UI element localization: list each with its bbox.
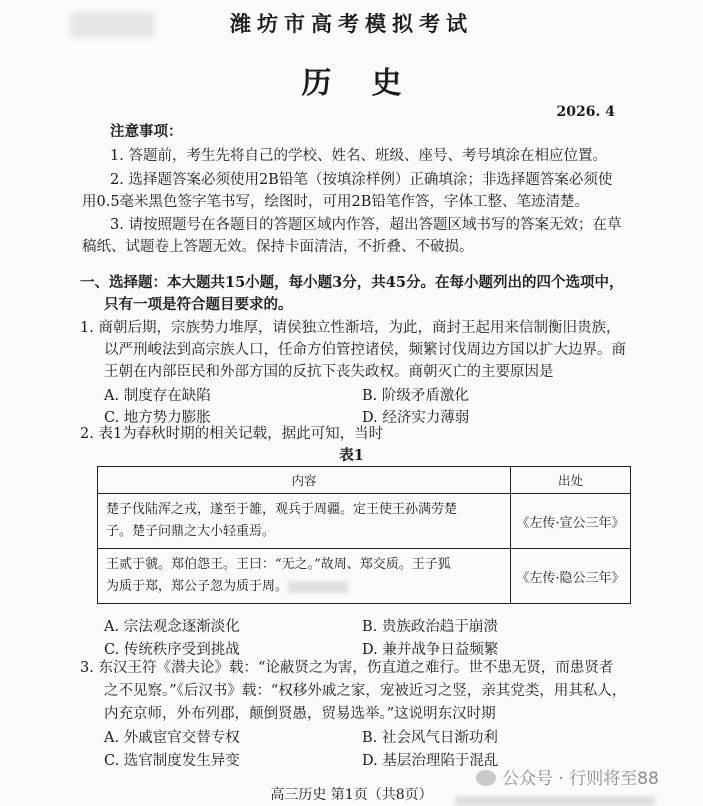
table-cell (98, 549, 511, 604)
answer-option: D. 基层治理陷于混乱 (362, 753, 499, 769)
table-cell: 《左传·宣公三年》 (511, 494, 631, 549)
question-stem: 王朝在内部臣民和外部方国的反抗下丧失政权。商朝灭亡的主要原因是 (104, 364, 554, 380)
table-row (98, 494, 631, 549)
cell-text: 子。楚子问鼎之大小轻重焉。 (106, 524, 276, 539)
cell-text (106, 576, 502, 598)
cell-text-span: 为质于郑，郑公子忽为质于周。 (106, 579, 289, 594)
answer-option: C. 传统秩序受到挑战 (104, 642, 240, 658)
section-heading: 只有一项是符合题目要求的。 (104, 296, 293, 313)
question-stem: 3. 东汉王符《潜夫论》载：“论蔽贤之为害，伤直道之难行。世不患无贤，而患贤者 (80, 660, 614, 676)
answer-option: C. 选官制度发生异变 (104, 753, 240, 769)
subject-title: 历史 (301, 66, 442, 101)
answer-option: A. 宗法观念逐渐淡化 (104, 619, 240, 635)
cell-text: 楚子伐陆浑之戎，遂至于雒，观兵于周疆。定王使王孙满劳楚 (106, 502, 458, 517)
answer-option: B. 贵族政治趋于崩溃 (362, 619, 498, 635)
question-stem: 1. 商朝后期，宗族势力堆厚，请侯独立性渐培，为此，商封王起用来信制衡旧贵族， (80, 320, 621, 336)
section-heading: 一、选择题：本大题共15小题，每小题3分，共45分。在每小题列出的四个选项中， (80, 274, 624, 291)
notice-line: 1. 答题前，考生先将自己的学校、姓名、班级、座号、考号填涂在相应位置。 (110, 148, 607, 164)
table-header-row (98, 467, 631, 494)
column-header: 出处 (511, 467, 631, 494)
answer-option: D. 兼并战争日益频繁 (362, 642, 499, 658)
records-table (97, 466, 631, 604)
answer-option: C. 地方势力膨胀 (104, 410, 211, 426)
table-row (98, 549, 631, 604)
question-stem: 以严刑峻法到高宗族人口，任命方伯管控诸侯，频繁讨伐周边方国以扩大边界。商 (104, 342, 626, 358)
table-title: 表1 (339, 447, 364, 464)
cell-text: 王贰于虢。郑伯怨王。王曰：“无之。”故周、郑交质。王子狐 (106, 557, 451, 572)
answer-option: D. 经济实力薄弱 (362, 410, 470, 426)
question-stem: 之不见察。”《后汉书》载：“权移外戚之家，宠被近习之竖，亲其党类，用其私人， (104, 683, 627, 699)
answer-option: B. 社会风气日渐功利 (362, 730, 498, 746)
question-stem: 2. 表1为春秋时期的相关记载，据此可知，当时 (80, 426, 384, 442)
exam-date: 2026. 4 (556, 104, 615, 120)
wechat-icon (476, 770, 496, 786)
table-cell (98, 494, 511, 549)
exam-title: 潍坊市高考模拟考试 (230, 11, 473, 36)
watermark-text: 公众号 · 行则将至88 (502, 769, 659, 789)
notice-heading: 注意事项： (110, 123, 183, 140)
column-header: 内容 (98, 467, 511, 494)
question-stem: 内充京师，外布列郡，颠倒贤愚，贸易选举。”这说明东汉时期 (104, 706, 496, 722)
answer-option: B. 阶级矛盾激化 (362, 388, 469, 404)
notice-line: 用0.5毫米黑色签字笔书写，绘图时，可用2B铅笔作答，字体工整、笔迹清楚。 (82, 194, 589, 210)
notice-line: 2. 选择题答案必须使用2B铅笔（按填涂样例）正确填涂；非选择题答案必须使 (110, 172, 613, 188)
notice-line: 稿纸、试题卷上答题无效。保持卡面清洁，不折叠、不破损。 (82, 239, 474, 255)
watermark (476, 764, 659, 789)
notice-line: 3. 请按照题号在各题目的答题区域内作答，超出答题区域书写的答案无效；在草 (110, 217, 622, 233)
answer-option: A. 制度存在缺陷 (104, 388, 211, 404)
blurred-region (455, 796, 655, 806)
table-cell: 《左传·隐公三年》 (511, 549, 631, 604)
blurred-region (288, 581, 348, 593)
answer-option: A. 外戚宦官交替专权 (104, 730, 240, 746)
page-footer: 高三历史 第1页（共8页） (270, 787, 433, 803)
